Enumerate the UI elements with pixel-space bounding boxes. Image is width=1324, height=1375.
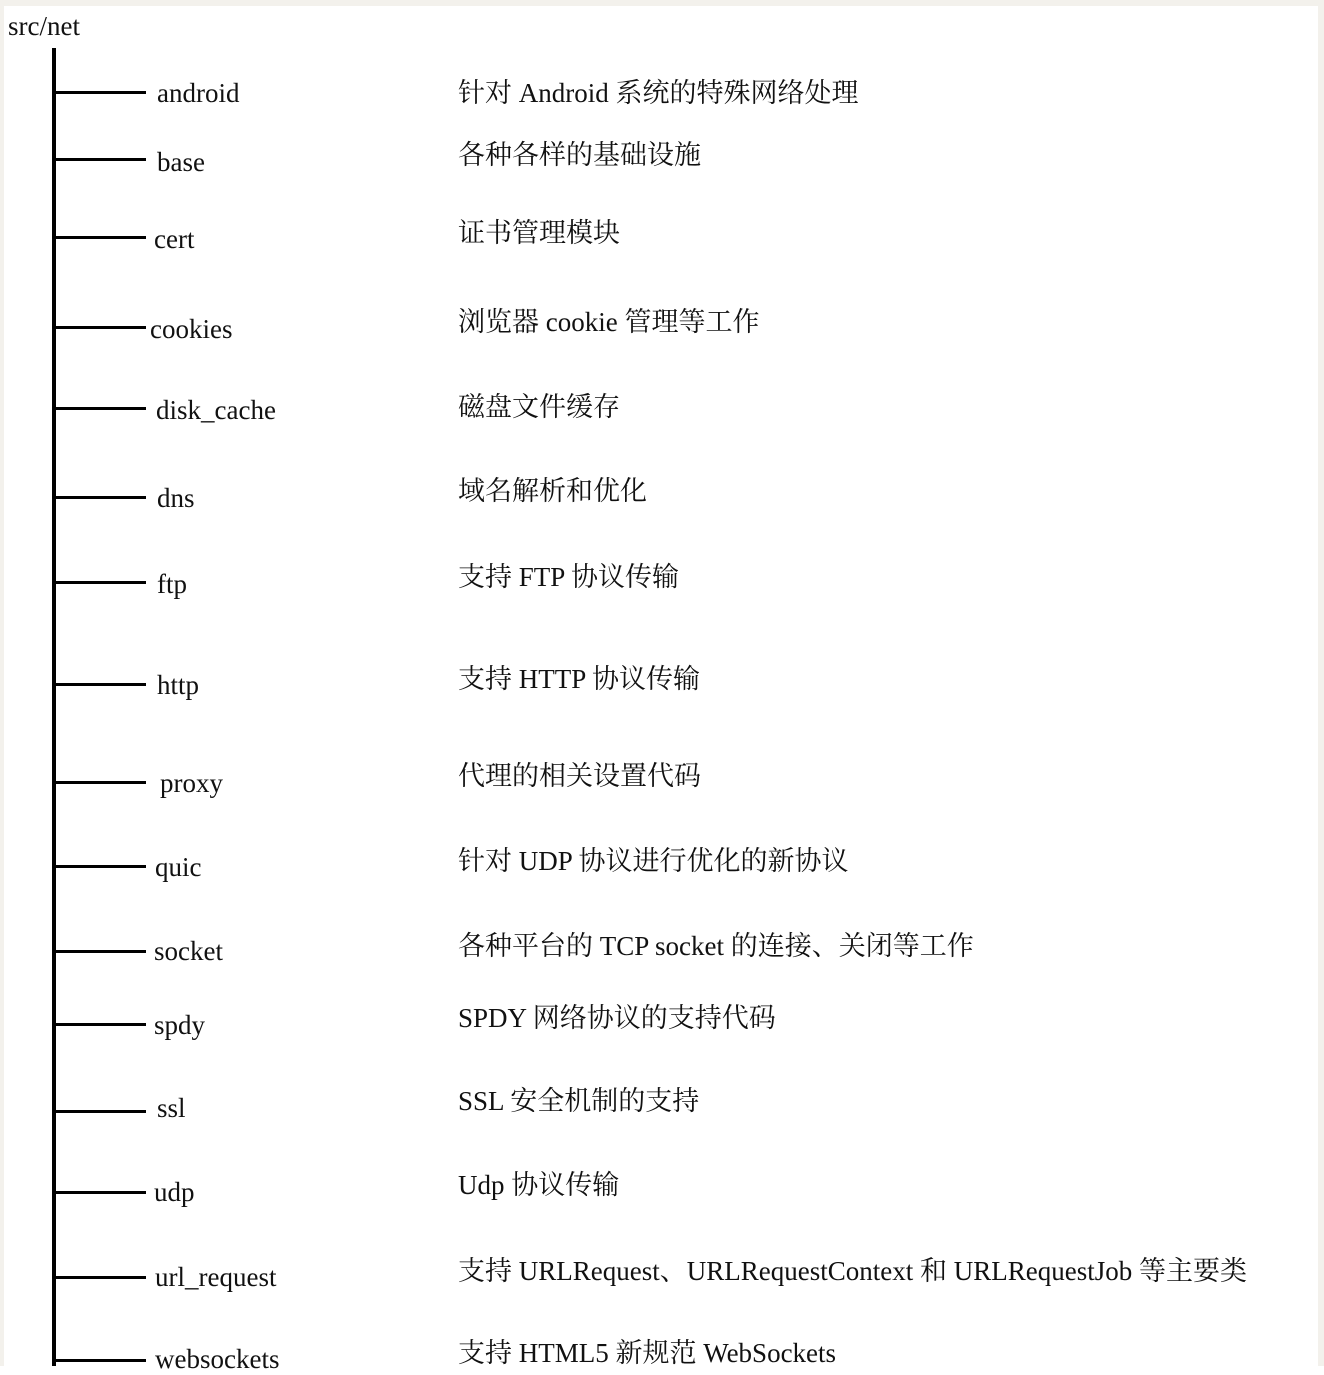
page-top-margin (0, 0, 1324, 6)
tree-branch-line (56, 1359, 146, 1362)
tree-node-description: SPDY 网络协议的支持代码 (458, 1003, 776, 1033)
tree-node-label: http (157, 670, 200, 700)
tree-node-label: base (157, 147, 205, 177)
tree-branch-line (56, 1191, 146, 1194)
tree-node-description: 各种平台的 TCP socket 的连接、关闭等工作 (458, 931, 974, 961)
tree-branch-line (56, 683, 146, 686)
page-left-margin (0, 0, 4, 1366)
tree-branch-line (56, 236, 146, 239)
tree-branch-line (56, 950, 146, 953)
tree-node-description: 支持 HTML5 新规范 WebSockets (458, 1338, 837, 1368)
tree-node-label: socket (154, 936, 223, 966)
tree-branch-line (56, 865, 146, 868)
tree-trunk-line (52, 48, 56, 1366)
tree-node-label: udp (154, 1177, 195, 1207)
tree-node-label: disk_cache (156, 395, 276, 425)
tree-node-description: 代理的相关设置代码 (458, 761, 701, 791)
tree-branch-line (56, 1276, 146, 1279)
tree-node-description: Udp 协议传输 (458, 1170, 620, 1200)
tree-node-label: cookies (150, 314, 233, 344)
tree-node-description: SSL 安全机制的支持 (458, 1086, 700, 1116)
tree-branch-line (56, 407, 146, 410)
tree-branch-line (56, 581, 146, 584)
tree-node-description: 浏览器 cookie 管理等工作 (458, 307, 760, 337)
tree-node-label: spdy (154, 1010, 206, 1040)
tree-node-description: 磁盘文件缓存 (458, 392, 620, 422)
tree-branch-line (56, 91, 146, 94)
tree-node-label: android (157, 78, 240, 108)
tree-node-label: url_request (155, 1262, 277, 1292)
tree-node-description: 证书管理模块 (458, 218, 620, 248)
tree-branch-line (56, 158, 146, 161)
tree-node-label: websockets (155, 1344, 280, 1374)
tree-branch-line (56, 1110, 146, 1113)
tree-node-label: ftp (157, 569, 187, 599)
tree-node-description: 针对 UDP 协议进行优化的新协议 (458, 846, 849, 876)
tree-node-label: ssl (157, 1093, 186, 1123)
tree-branch-line (56, 781, 146, 784)
tree-node-label: proxy (160, 768, 223, 798)
tree-branch-line (56, 326, 146, 329)
tree-node-label: cert (154, 224, 195, 254)
tree-node-description: 支持 URLRequest、URLRequestContext 和 URLRequestJob 等主要类 (458, 1256, 1247, 1286)
page-right-margin (1318, 0, 1324, 1366)
tree-root-label: src/net (8, 11, 80, 41)
tree-node-description: 域名解析和优化 (458, 476, 647, 506)
tree-node-label: dns (157, 483, 195, 513)
tree-branch-line (56, 1023, 146, 1026)
tree-node-description: 各种各样的基础设施 (458, 140, 701, 170)
tree-node-description: 支持 HTTP 协议传输 (458, 664, 700, 694)
tree-branch-line (56, 496, 146, 499)
tree-node-description: 针对 Android 系统的特殊网络处理 (458, 78, 859, 108)
tree-node-description: 支持 FTP 协议传输 (458, 562, 680, 592)
tree-node-label: quic (155, 852, 202, 882)
